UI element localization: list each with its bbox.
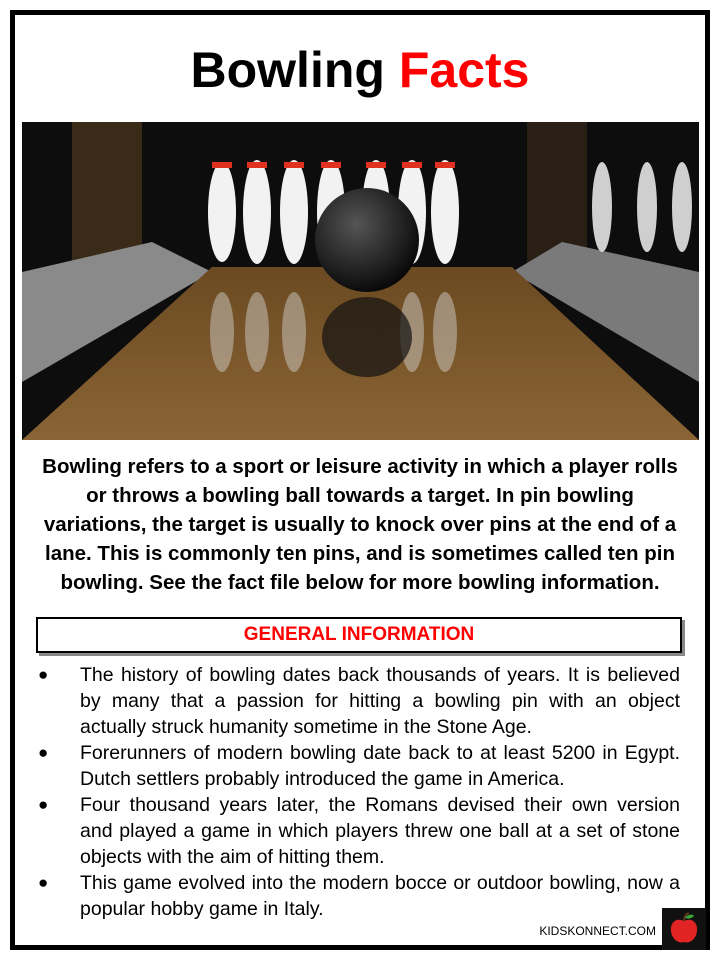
fact-list [34,662,680,922]
title-accent: Facts [398,42,530,98]
bullet-icon: ● [38,873,49,892]
bullet-icon: ● [38,795,49,814]
title-main: Bowling [190,42,385,98]
apple-logo-icon [662,908,706,950]
section-heading: GENERAL INFORMATION [36,617,682,653]
list-item: ● Forerunners of modern bowling date back to at least 5200 in Egypt. Dutch settlers probably introduced the game in America. [38,742,680,790]
list-item: ● Four thousand years later, the Romans devised their own version and played a game in which players threw one ball at a set of stone objects with the aim of hitting them. [38,794,680,868]
bowling-lane-photo [22,122,699,440]
bullet-icon: ● [38,665,49,684]
footer-brand: KIDSKONNECT.COM [539,924,656,938]
intro-paragraph: Bowling refers to a sport or leisure activity in which a player rolls or throws a bowling ball towards a target. In pin bowling variations, the target is usually to knock over pins at the end of a lane. This is commonly ten pins, and is sometimes called ten pin bowling. See the fact file below for more bowling information. [42,455,678,594]
list-item: ● This game evolved into the modern bocce or outdoor bowling, now a popular hobby game in Italy. [38,872,680,920]
page-title [0,40,720,100]
bowling-ball [315,188,419,292]
bullet-icon: ● [38,743,49,762]
list-item: ● The history of bowling dates back thousands of years. It is believed by many that a passion for hitting a bowling pin with an object actually struck humanity sometime in the Stone Age. [38,664,680,738]
